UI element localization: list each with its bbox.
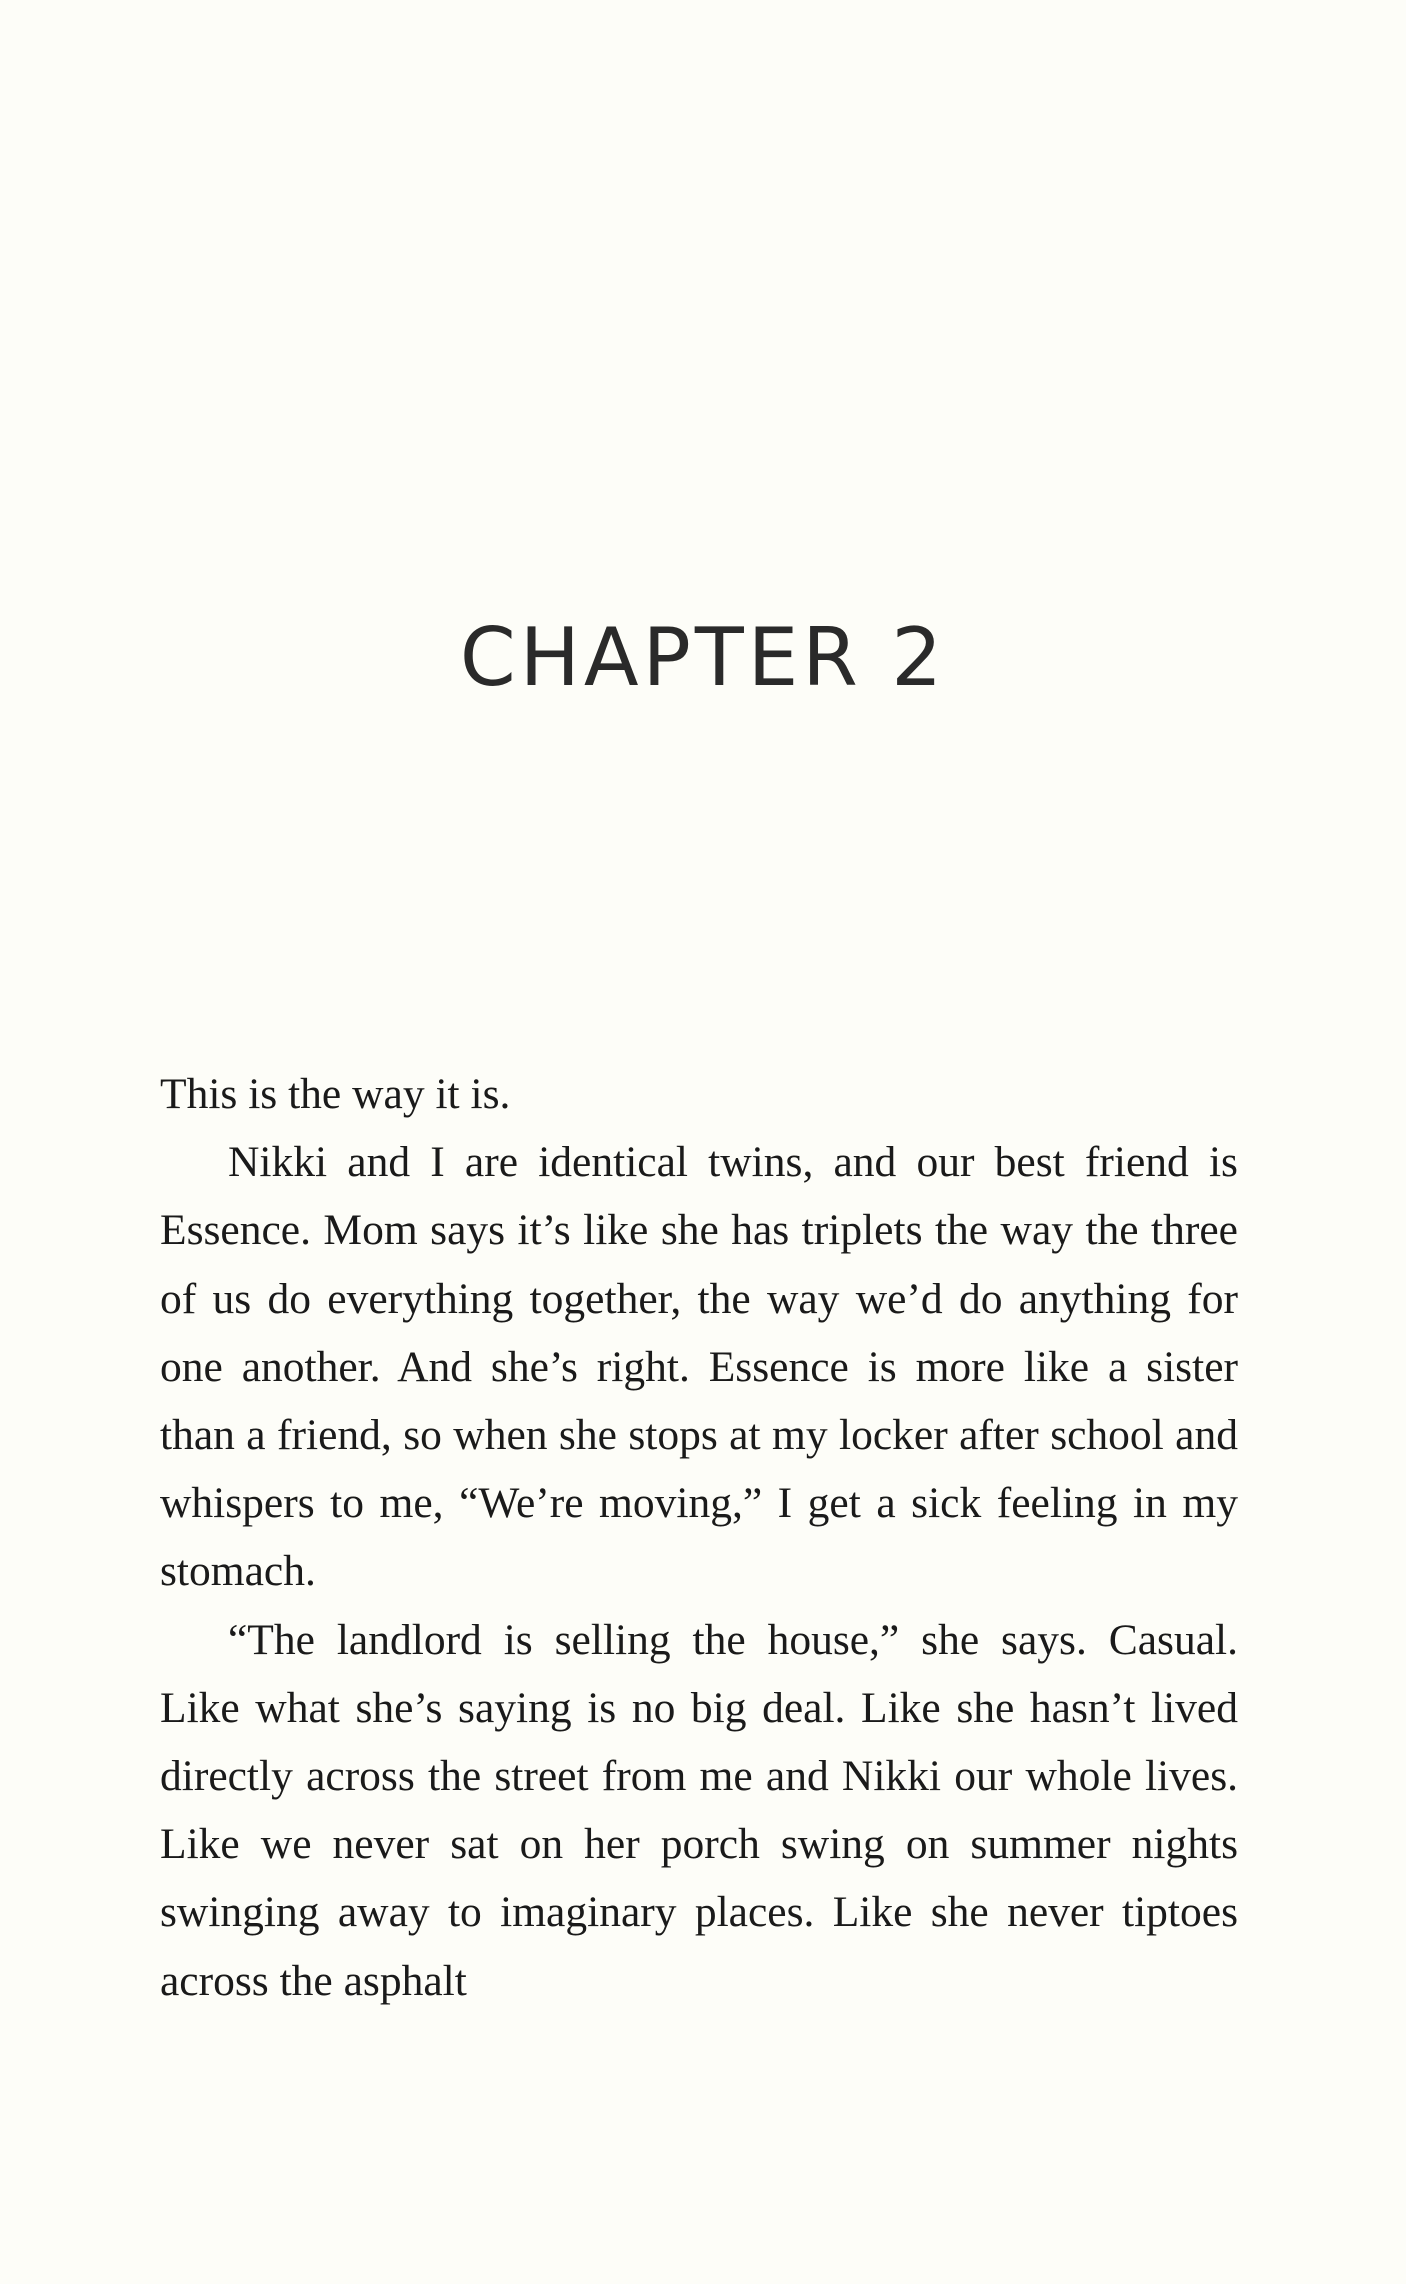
paragraph: Nikki and I are identical twins, and our best friend is Essence. Mom says it’s like she has triplets the way the three of us do everything together, the way we’d do anything for one another. And she’s right. Essence is more like a sister than a friend, so when she stops at my locker after school and whispers to me, “We’re moving,” I get a sick feeling in my stomach. [160,1138,1238,1596]
chapter-title: CHAPTER 2 [459,611,947,704]
paragraph: “The landlord is selling the house,” she says. Casual. Like what she’s saying is no big deal. Like she hasn’t lived directly across the street from me and Nikki our whole lives. Like we never sat on her porch swing on summer nights swinging away to imaginary places. Like she never tiptoes across the asphalt [160,1615,1238,2005]
paragraph: This is the way it is. [160,1070,511,1118]
chapter-body [160,1060,1238,2015]
